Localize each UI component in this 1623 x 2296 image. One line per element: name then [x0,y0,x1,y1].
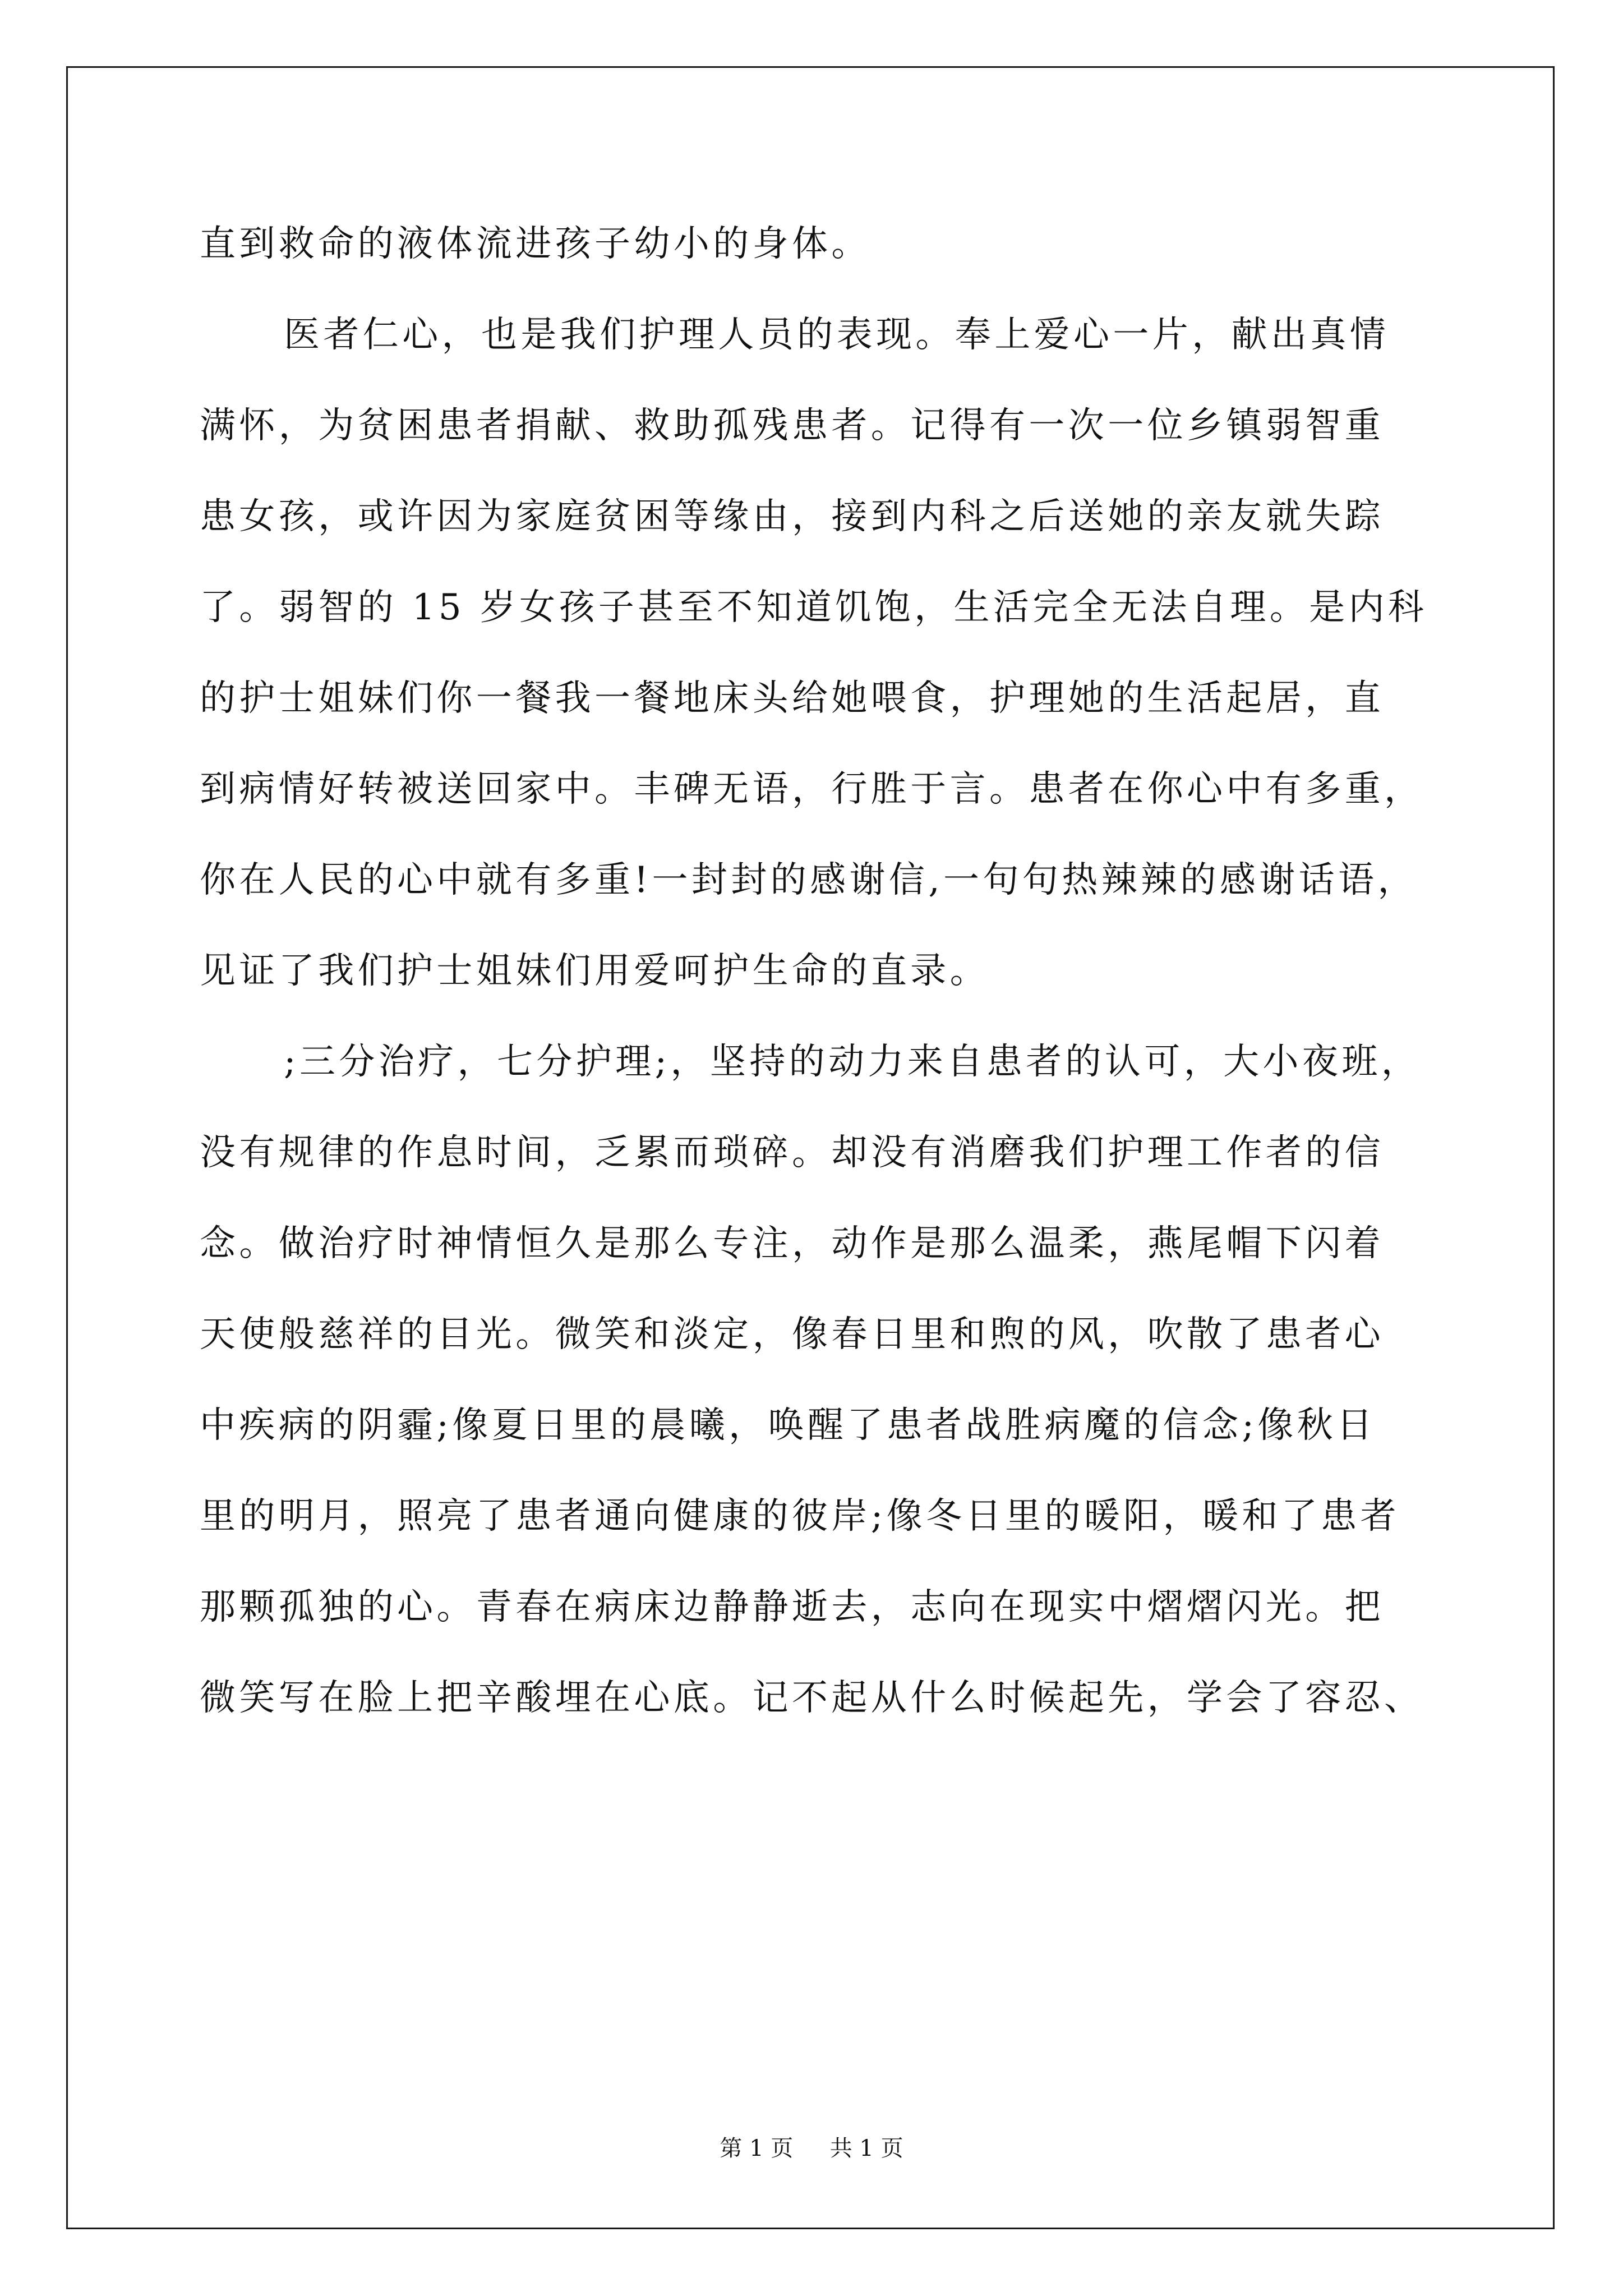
body-line: 医者仁心，也是我们护理人员的表现。奉上爱心一片，献出真情 [284,314,1390,356]
body-line: 那颗孤独的心。青春在病床边静静逝去，志向在现实中熠熠闪光。把 [200,1586,1384,1628]
body-line: 没有规律的作息时间，乏累而琐碎。却没有消磨我们护理工作者的信 [200,1132,1384,1174]
body-line: 天使般慈祥的目光。微笑和淡定，像春日里和煦的风，吹散了患者心 [200,1314,1384,1355]
body-line: 里的明月，照亮了患者通向健康的彼岸;像冬日里的暖阳，暖和了患者 [200,1496,1400,1537]
body-line: 你在人民的心中就有多重!一封封的感谢信,一句句热辣辣的感谢话语， [200,859,1417,901]
body-line: 患女孩，或许因为家庭贫困等缘由，接到内科之后送她的亲友就失踪 [200,496,1384,537]
body-line: 中疾病的阴霾;像夏日里的晨曦，唤醒了患者战胜病魔的信念;像秋日 [200,1405,1376,1446]
body-line: 了。弱智的 15 岁女孩子甚至不知道饥饱，生活完全无法自理。是内科 [200,587,1428,628]
body-line: 直到救命的液体流进孩子幼小的身体。 [200,223,871,265]
page-total: 共 1 页 [829,2136,903,2161]
body-line: 见证了我们护士姐妹们用爱呵护生命的直录。 [200,950,989,992]
body-line: 的护士姐妹们你一餐我一餐地床头给她喂食，护理她的生活起居，直 [200,678,1384,719]
body-line: 微笑写在脸上把辛酸埋在心底。记不起从什么时候起先，学会了容忍、 [200,1677,1424,1719]
page-footer [0,2132,1623,2165]
body-line: ;三分治疗，七分护理;，坚持的动力来自患者的认可，大小夜班， [284,1041,1421,1083]
body-line: 满怀，为贫困患者捐献、救助孤残患者。记得有一次一位乡镇弱智重 [200,405,1384,447]
body-line: 念。做治疗时神情恒久是那么专注，动作是那么温柔，燕尾帽下闪着 [200,1223,1384,1264]
body-line: 到病情好转被送回家中。丰碑无语，行胜于言。患者在你心中有多重， [200,769,1424,810]
page-number: 第 1 页 [720,2136,794,2161]
